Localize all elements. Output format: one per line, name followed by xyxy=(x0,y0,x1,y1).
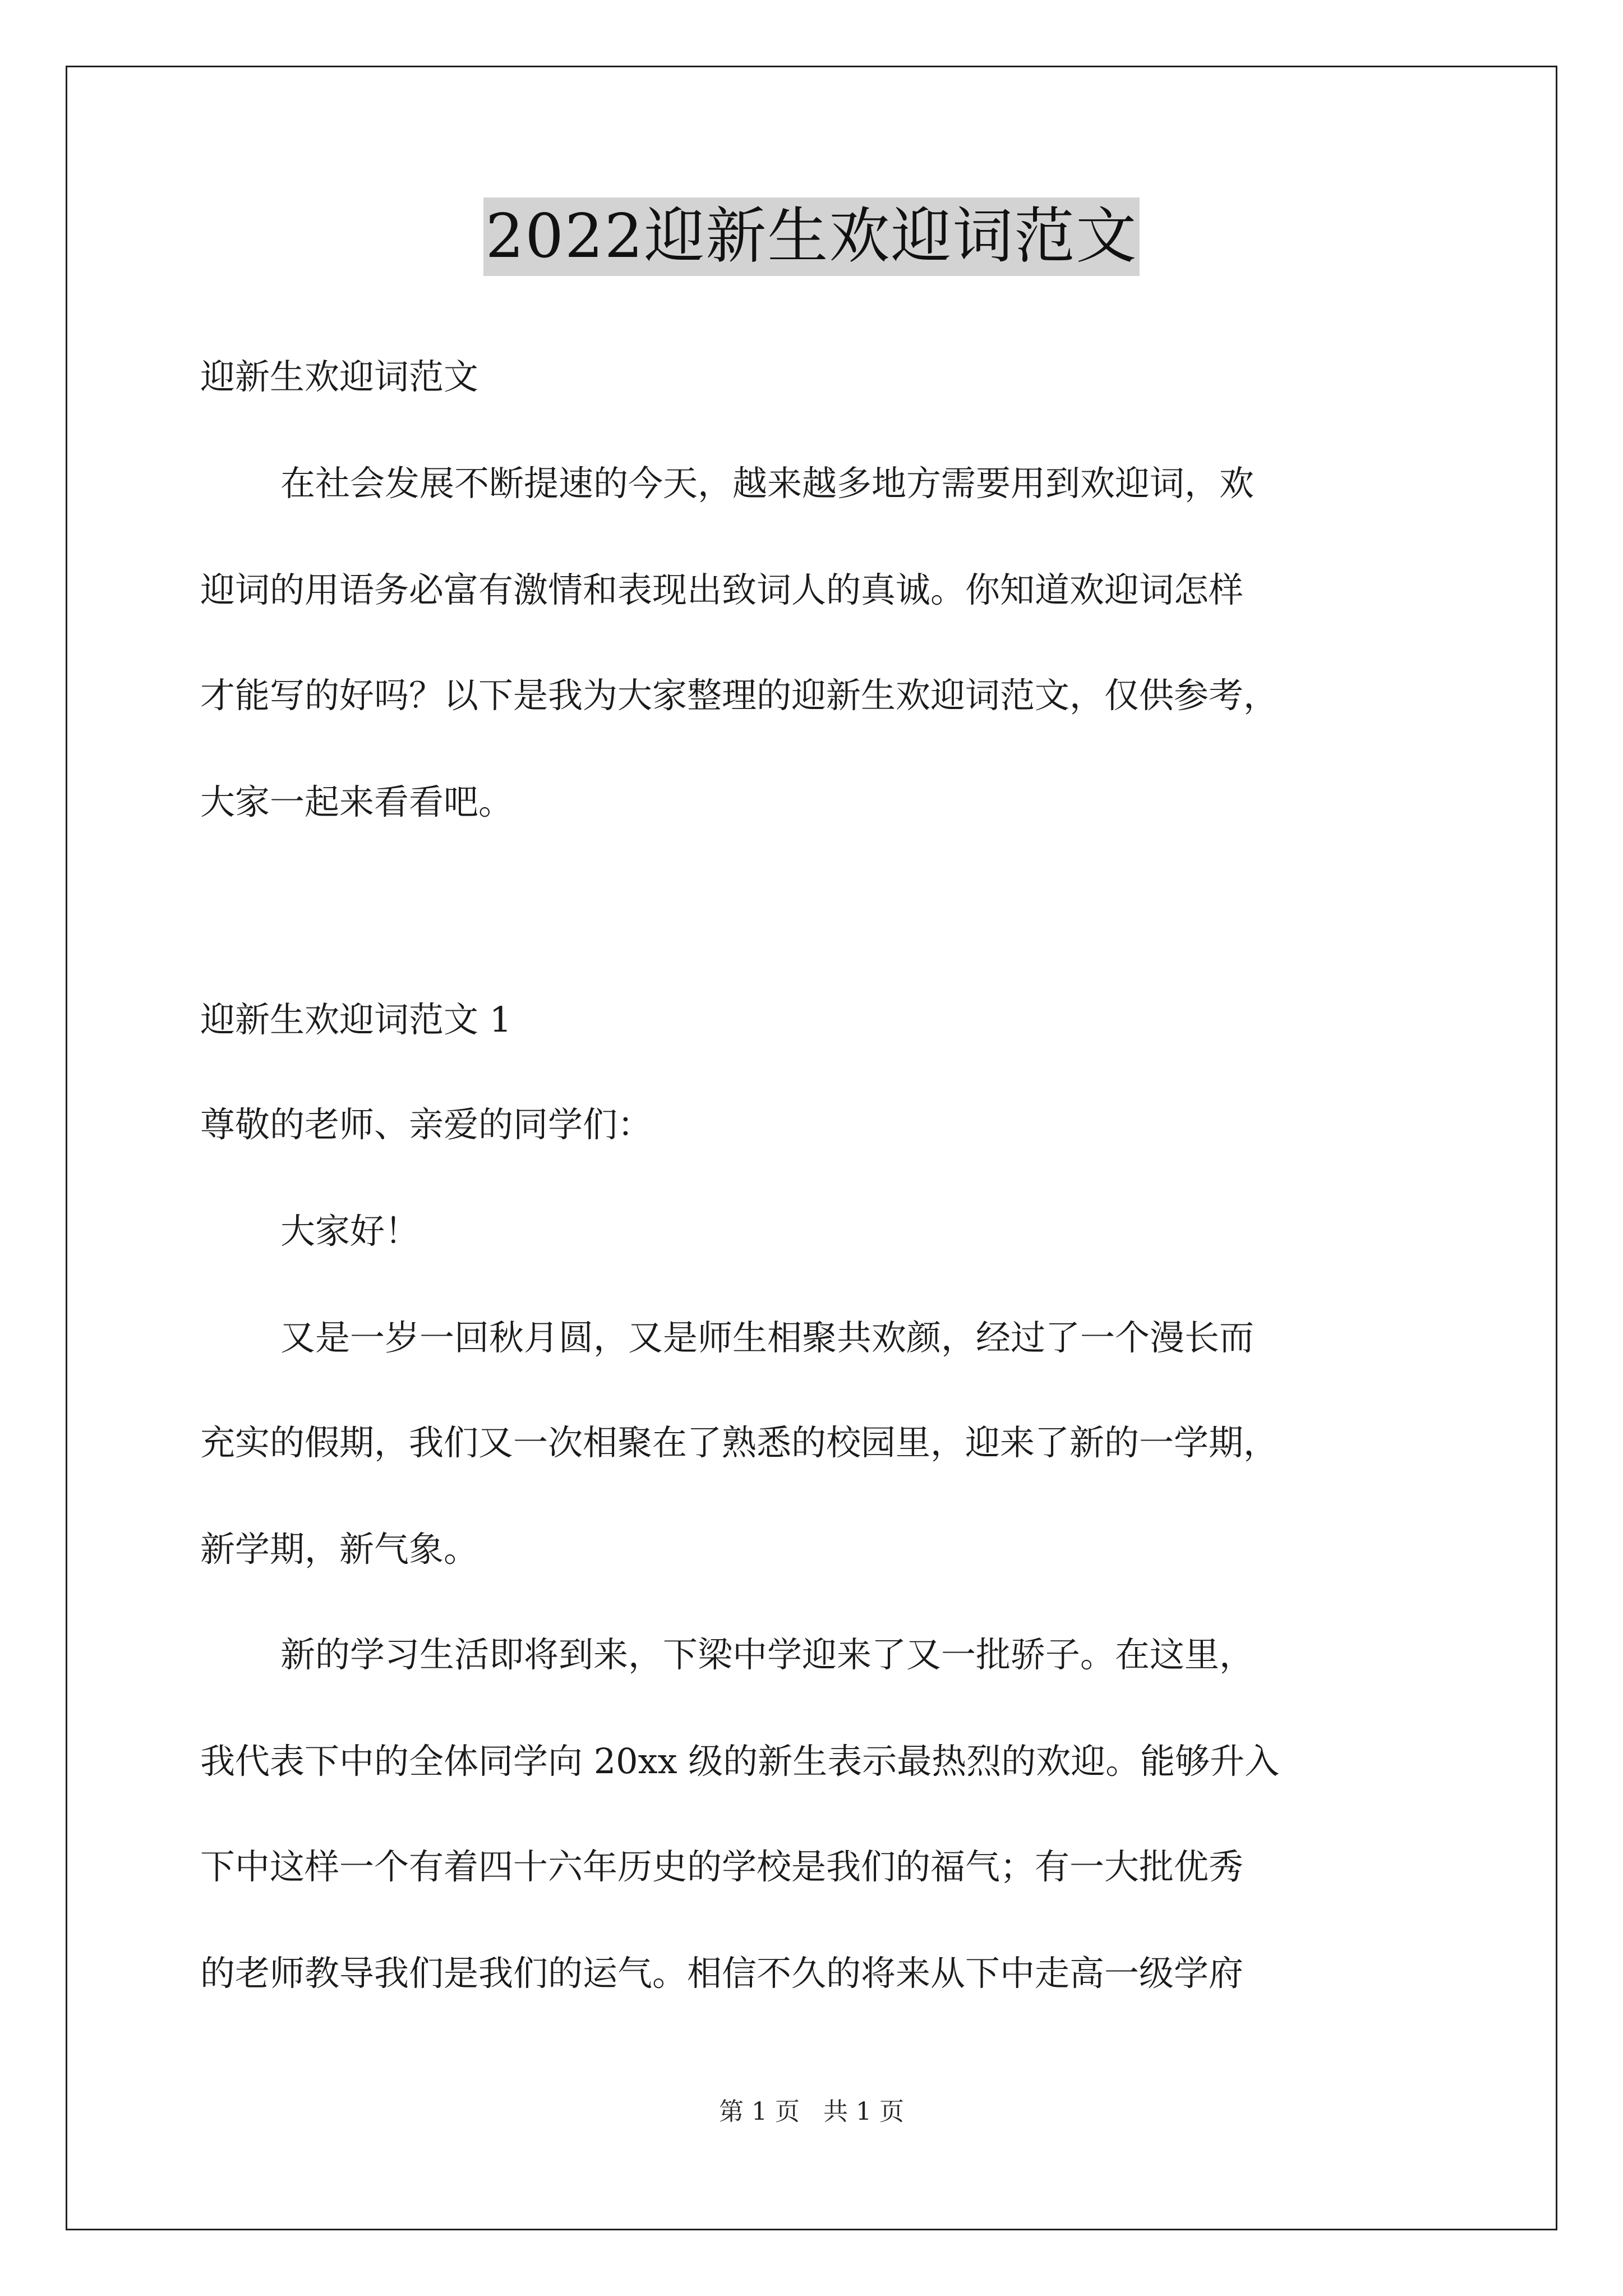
greeting: 大家好！ xyxy=(280,1211,420,1251)
paragraph-line: 迎词的用语务必富有激情和表现出致词人的真诚。你知道欢迎词怎样 xyxy=(200,569,1244,610)
section-heading: 迎新生欢迎词范文 1 xyxy=(200,999,512,1040)
paragraph-line: 又是一岁一回秋月圆，又是师生相聚共欢颜，经过了一个漫长而 xyxy=(280,1317,1255,1358)
paragraph-line: 充实的假期，我们又一次相聚在了熟悉的校园里，迎来了新的一学期， xyxy=(200,1422,1279,1463)
paragraph-line: 大家一起来看看吧。 xyxy=(200,781,514,822)
paragraph-line: 下中这样一个有着四十六年历史的学校是我们的福气；有一大批优秀 xyxy=(200,1846,1244,1887)
paragraph-line: 才能写的好吗？以下是我为大家整理的迎新生欢迎词范文，仅供参考， xyxy=(200,675,1279,716)
paragraph-line: 新的学习生活即将到来，下梁中学迎来了又一批骄子。在这里， xyxy=(280,1634,1255,1675)
title-container xyxy=(0,197,1623,276)
paragraph-line: 我代表下中的全体同学向 20xx 级的新生表示最热烈的欢迎。能够升入 xyxy=(200,1741,1280,1782)
document-title: 2022迎新生欢迎词范文 xyxy=(483,197,1140,276)
paragraph-line: 的老师教导我们是我们的运气。相信不久的将来从下中走高一级学府 xyxy=(200,1953,1244,1994)
section-heading: 迎新生欢迎词范文 xyxy=(200,356,479,397)
paragraph-line: 在社会发展不断提速的今天，越来越多地方需要用到欢迎词，欢 xyxy=(280,463,1255,504)
salutation: 尊敬的老师、亲爱的同学们： xyxy=(200,1104,653,1145)
paragraph-line: 新学期，新气象。 xyxy=(200,1529,479,1570)
page-number-footer: 第 1 页 共 1 页 xyxy=(719,2097,904,2126)
